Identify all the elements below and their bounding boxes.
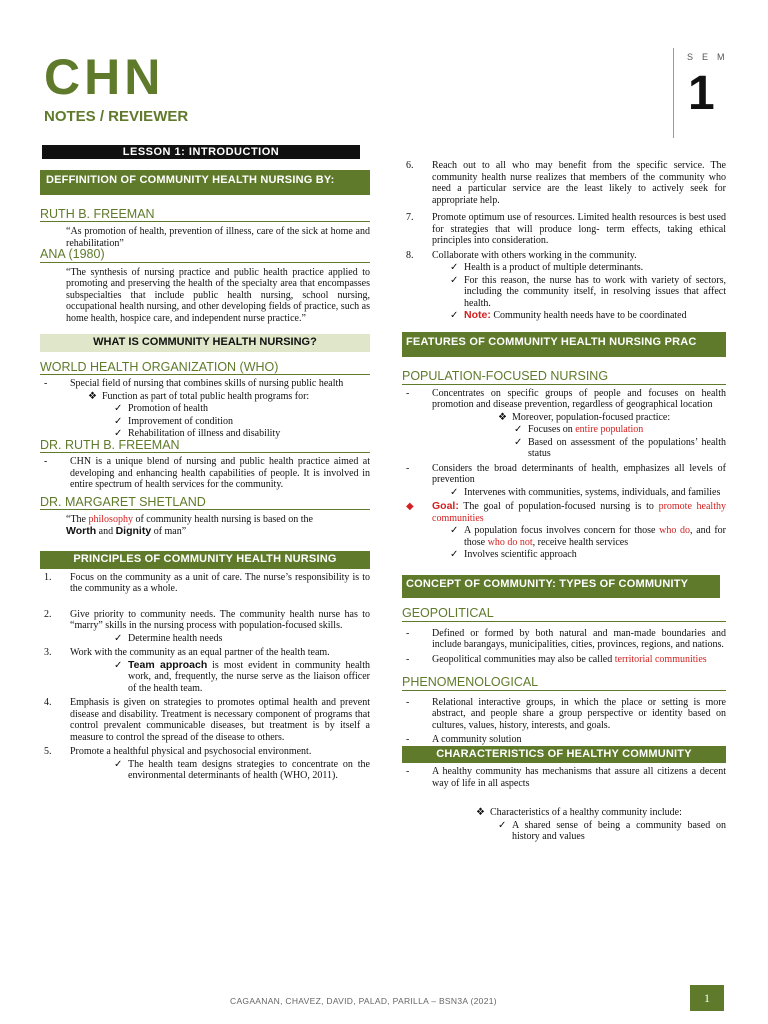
principle-8: 8. Collaborate with others working in the community.: [406, 249, 637, 261]
who-sub-item: ❖ Function as part of total public health programs for:: [88, 390, 310, 402]
population-sub-item: ❖ Moreover, population-focused practice:: [498, 411, 671, 423]
who-check-1: ✓ Promotion of health: [114, 403, 208, 414]
population-check-3: ✓ Intervenes with communities, systems, individuals, and families: [450, 486, 721, 498]
principles-banner: PRINCIPLES OF COMMUNITY HEALTH NURSING: [40, 551, 370, 569]
what-is-chn-banner: WHAT IS COMMUNITY HEALTH NURSING?: [40, 334, 370, 352]
goal-check-1: ✓ A population focus involves concern for those who do, and for those who do not, receive health services: [450, 525, 726, 548]
characteristics-banner: CHARACTERISTICS OF HEALTHY COMMUNITY: [402, 746, 726, 764]
dr-freeman-item: - CHN is a unique blend of nursing and public health practice aimed at developing and enhancing health capabilities of people. It is involved in entire spectrum of health services for the community.: [44, 456, 370, 490]
freeman-quote: “As promotion of health, prevention of illness, care of the sick at home and rehabilitation”: [66, 226, 370, 249]
phenomenological-item-2: - A community solution: [406, 734, 522, 745]
document-title: CHN: [44, 49, 165, 105]
principle-5: 5. Promote a healthful physical and psychosocial environment.: [44, 746, 312, 757]
principle-8-check-1: ✓ Health is a product of multiple determinants.: [450, 262, 644, 273]
geopolitical-item-1: - Defined or formed by both natural and man-made boundaries and include barangays, municipalities, cities, provinces, regions, and nations.: [406, 627, 726, 650]
characteristics-check-1: ✓ A shared sense of being a community based on history and values: [498, 819, 726, 842]
who-check-2: ✓ Improvement of condition: [114, 415, 233, 427]
geopolitical-item-2: - Geopolitical communities may also be called territorial communities: [406, 653, 707, 665]
footer-authors: CAGAANAN, CHAVEZ, DAVID, PALAD, PARILLA – BSN3A (2021): [230, 996, 497, 1006]
left-column: [40, 162, 370, 782]
freeman-heading: RUTH B. FREEMAN: [40, 209, 370, 223]
definition-banner: DEFFINITION OF COMMUNITY HEALTH NURSING BY:: [40, 170, 370, 195]
lesson-title-bar: LESSON 1: INTRODUCTION: [42, 145, 360, 159]
geopolitical-heading: GEOPOLITICAL: [402, 608, 726, 622]
semester-number: 1: [688, 67, 715, 120]
principle-1: 1. Focus on the community as a unit of care. The nurse’s responsibility is to the community as a whole.: [44, 571, 370, 594]
page-number: 1: [690, 985, 724, 1011]
population-check-2: ✓ Based on assessment of the populations’ health status: [514, 436, 726, 459]
principle-8-note: ✓ Note: Community health needs have to be coordinated: [450, 309, 687, 321]
ana-heading: ANA (1980): [40, 249, 370, 263]
principle-3-check: ✓ Team approach is most evident in community health work, and, frequently, the nurse serve as the liaison officer of the health team.: [114, 658, 370, 694]
principle-5-check: ✓ The health team designs strategies to concentrate on the environmental determinants of health (WHO, 2011).: [114, 758, 370, 781]
principle-4: 4. Emphasis is given on strategies to promotes optimal health and prevent disease and disability. Treatment is necessary component of programs that control prevalent communicable diseases, but treatment is by itself a measure to control the spread of the disease to others.: [44, 697, 370, 743]
principle-2-check: ✓ Determine health needs: [114, 632, 223, 644]
population-item-2: - Considers the broad determinants of health, emphasizes all levels of prevention: [406, 462, 726, 485]
shetland-heading: DR. MARGARET SHETLAND: [40, 497, 370, 511]
phenomenological-heading: PHENOMENOLOGICAL: [402, 677, 726, 691]
principle-3: 3. Work with the community as an equal partner of the health team.: [44, 647, 330, 658]
concept-banner: CONCEPT OF COMMUNITY: TYPES OF COMMUNITY: [402, 575, 720, 599]
goal-check-2: ✓ Involves scientific approach: [450, 549, 577, 560]
principle-2: 2. Give priority to community needs. The community health nurse has to “marry” skills in the nursing process with population-focused skills.: [44, 608, 370, 631]
characteristics-item-1: - A healthy community has mechanisms that assure all citizens a decent way of life in all aspects: [406, 766, 726, 789]
features-banner: FEATURES OF COMMUNITY HEALTH NURSING PRAC: [402, 332, 726, 358]
population-focused-heading: POPULATION-FOCUSED NURSING: [402, 371, 726, 385]
principle-7: 7. Promote optimum use of resources. Limited health resources is best used for strategies that will produce long- term effects, taking ethical principles into consideration.: [406, 212, 726, 246]
characteristics-sub-item: ❖ Characteristics of a healthy community include:: [476, 807, 682, 818]
principle-8-check-2: ✓ For this reason, the nurse has to work with variety of sectors, including the community itself, in resolving issues that affect health.: [450, 274, 726, 309]
phenomenological-item-1: - Relational interactive groups, in which the place or setting is more abstract, and people share a group perspective or identity based on cultures, values, history, interests, and goals.: [406, 696, 726, 731]
ana-quote: “The synthesis of nursing practice and public health practice applied to promoting and preserving the health of the specialty area that encompasses subspecialties that include public health nursing, school nursing, occupational health nursing, and other developing fields of practice, such as home health, hospice care, and independent nurse practice.”: [66, 266, 370, 324]
population-item-1: - Concentrates on specific groups of people and focuses on health promotion and disease prevention, regardless of geographical location: [406, 387, 726, 410]
document-subtitle: NOTES / REVIEWER: [44, 108, 189, 125]
header-divider: [673, 48, 674, 138]
semester-label: SEM: [687, 52, 734, 62]
dr-freeman-heading: DR. RUTH B. FREEMAN: [40, 440, 370, 454]
shetland-quote: “The philosophy of community health nursing is based on the Worth and Dignity of man”: [66, 514, 313, 537]
who-item: - Special field of nursing that combines skills of nursing public health: [44, 378, 344, 389]
principle-6: 6. Reach out to all who may benefit from the specific service. The community health nurse realizes that members of the community who need a particular service are the least likely to actively seek for appropriate help.: [406, 160, 726, 206]
who-check-3: ✓ Rehabilitation of illness and disability: [114, 428, 281, 439]
who-heading: WORLD HEALTH ORGANIZATION (WHO): [40, 362, 370, 376]
right-column: [402, 160, 726, 843]
goal-item: ◆ Goal: The goal of population-focused nursing is to promote healthy communities: [406, 500, 726, 524]
population-check-1: ✓ Focuses on entire population: [514, 424, 644, 435]
